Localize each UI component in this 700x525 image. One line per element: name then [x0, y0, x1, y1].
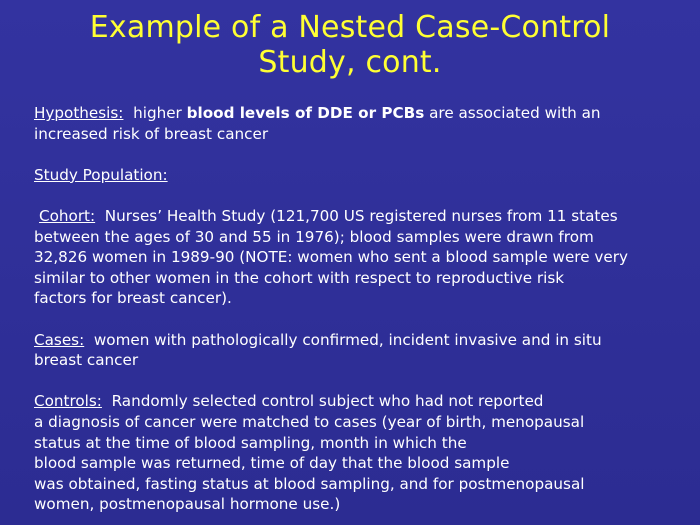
cohort-line-2: between the ages of 30 and 55 in 1976); blood samples were drawn from [34, 227, 594, 246]
controls-label: Controls: [34, 392, 102, 411]
hypothesis-label: Hypothesis: [34, 104, 124, 122]
controls-line-5: was obtained, fasting status at blood sampling, and for postmenopausal [34, 474, 585, 493]
spacer [34, 144, 674, 165]
cohort-line-5: factors for breast cancer). [34, 289, 232, 308]
controls-line-1 [34, 391, 674, 412]
title-line-2: Study, cont. [258, 45, 442, 80]
spacer [34, 185, 674, 206]
title-line-1: Example of a Nested Case-Control [89, 10, 611, 45]
controls-line-6: women, postmenopausal hormone use.) [34, 495, 341, 514]
cases-text-1: women with pathologically confirmed, incident invasive and in situ [84, 330, 602, 349]
spacer [34, 309, 674, 330]
cohort-line-1 [34, 206, 674, 227]
slide-title [0, 10, 700, 80]
controls-line-4: blood sample was returned, time of day that the blood sample [34, 454, 510, 473]
hypothesis-line-2: increased risk of breast cancer [34, 124, 269, 143]
cohort-line-3: 32,826 women in 1989-90 (NOTE: women who sent a blood sample were very [34, 248, 628, 267]
hypothesis-line-1 [34, 103, 674, 124]
study-population-label: Study Population: [34, 165, 168, 184]
cases-line-1 [34, 330, 674, 351]
hypothesis-text-pre: higher [123, 104, 187, 122]
cohort-text-1: Nurses’ Health Study (121,700 US registered nurses from 11 states [95, 206, 618, 225]
controls-line-3: status at the time of blood sampling, month in which the [34, 433, 467, 452]
cohort-label: Cohort: [39, 206, 96, 225]
cohort-line-4: similar to other women in the cohort with respect to reproductive risk [34, 268, 565, 287]
controls-line-2: a diagnosis of cancer were matched to cases (year of birth, menopausal [34, 412, 585, 431]
spacer [34, 371, 674, 392]
hypothesis-bold-text: blood levels of DDE or PCBs [186, 104, 425, 122]
cases-label: Cases: [34, 330, 85, 349]
slide-body [34, 103, 674, 515]
controls-text-1: Randomly selected control subject who had not reported [101, 392, 544, 411]
cases-line-2: breast cancer [34, 351, 139, 370]
hypothesis-text-post: are associated with an [424, 104, 601, 122]
